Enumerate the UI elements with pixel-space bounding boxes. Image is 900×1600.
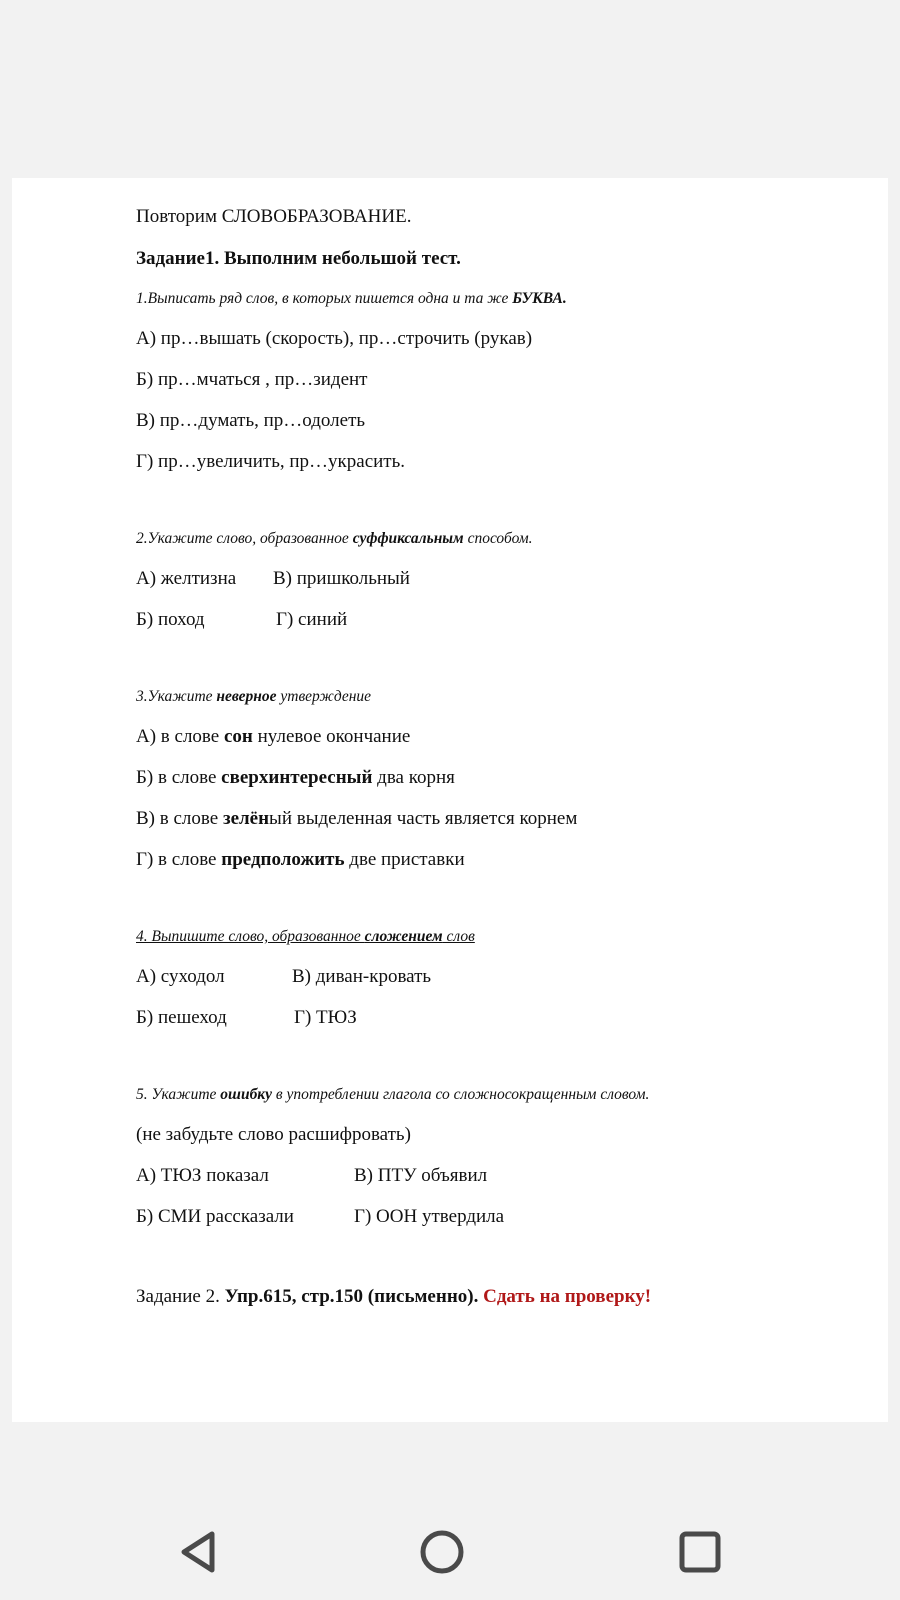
q5-note: (не забудьте слово расшифровать) bbox=[136, 1124, 411, 1145]
q2-option-g: Г) синий bbox=[276, 609, 348, 630]
recents-button[interactable] bbox=[676, 1528, 724, 1576]
q5-option-v: В) ПТУ объявил bbox=[354, 1165, 488, 1186]
q5-option-b: Б) СМИ рассказали bbox=[136, 1206, 294, 1227]
q4-prompt-text: 4. Выпишите слово, образованное bbox=[136, 928, 365, 945]
q4-prompt-suffix: слов bbox=[442, 928, 475, 945]
q3-option-a bbox=[136, 726, 410, 748]
q2-row-2 bbox=[136, 609, 348, 631]
q3-option-g bbox=[136, 849, 465, 871]
q3-a-word: сон bbox=[223, 726, 253, 747]
q4-option-v: В) диван-кровать bbox=[292, 966, 432, 987]
task1-title: Задание1. Выполним небольшой тест. bbox=[136, 248, 461, 269]
q2-prompt bbox=[136, 530, 533, 548]
q5-row-1 bbox=[136, 1165, 488, 1187]
q4-option-a: А) суходол bbox=[136, 966, 225, 987]
q1-option-v: В) пр…думать, пр…одолеть bbox=[136, 410, 366, 431]
q3-v-pre: В) в слове bbox=[136, 808, 223, 829]
back-icon bbox=[176, 1528, 224, 1576]
q3-v-word: зелён bbox=[222, 808, 270, 829]
q3-option-b bbox=[136, 767, 455, 789]
q3-g-word: предположить bbox=[221, 849, 345, 870]
q5-option-a: А) ТЮЗ показал bbox=[136, 1165, 269, 1186]
task2-line bbox=[136, 1286, 651, 1308]
document-page bbox=[12, 178, 888, 1422]
q1-prompt-text: 1.Выписать ряд слов, в которых пишется одна и та же bbox=[136, 290, 513, 307]
q1-option-a: А) пр…вышать (скорость), пр…строчить (рукав) bbox=[136, 328, 533, 349]
q3-option-v bbox=[136, 808, 577, 830]
home-icon bbox=[418, 1528, 466, 1576]
q3-v-post: ый выделенная часть является корнем bbox=[269, 808, 578, 829]
q3-b-post: два корня bbox=[372, 767, 455, 788]
q4-row-2 bbox=[136, 1007, 357, 1029]
back-button[interactable] bbox=[176, 1528, 224, 1576]
q3-a-post: нулевое окончание bbox=[252, 726, 411, 747]
q3-g-pre: Г) в слове bbox=[136, 849, 222, 870]
q3-a-pre: А) в слове bbox=[136, 726, 224, 747]
q1-option-g: Г) пр…увеличить, пр…украсить. bbox=[136, 451, 406, 472]
document-heading: Повторим СЛОВОБРАЗОВАНИЕ. bbox=[136, 206, 412, 227]
recents-icon bbox=[676, 1528, 724, 1576]
q3-prompt bbox=[136, 688, 371, 706]
navigation-bar bbox=[0, 1500, 900, 1600]
q4-option-g: Г) ТЮЗ bbox=[294, 1007, 357, 1028]
q2-prompt-bold: суффиксальным bbox=[352, 530, 464, 547]
q5-option-g: Г) ООН утвердила bbox=[354, 1206, 505, 1227]
q2-prompt-suffix: способом. bbox=[463, 530, 533, 547]
q3-prompt-text: 3.Укажите bbox=[136, 688, 217, 705]
q4-row-1 bbox=[136, 966, 432, 988]
q5-row-2 bbox=[136, 1206, 505, 1228]
q3-g-post: две приставки bbox=[344, 849, 465, 870]
q2-option-a: А) желтизна bbox=[136, 568, 237, 589]
q3-prompt-suffix: утверждение bbox=[276, 688, 372, 705]
q4-prompt bbox=[136, 928, 475, 946]
q2-option-b: Б) поход bbox=[136, 609, 205, 630]
task2-submit-note: Сдать на проверку! bbox=[478, 1286, 652, 1307]
q5-prompt-suffix: в употреблении глагола со сложносокращенным словом. bbox=[272, 1086, 650, 1103]
q3-b-word: сверхинтересный bbox=[221, 767, 373, 788]
q2-prompt-text: 2.Укажите слово, образованное bbox=[136, 530, 353, 547]
task2-label: Задание 2. bbox=[136, 1286, 225, 1307]
q5-prompt-text: 5. Укажите bbox=[136, 1086, 221, 1103]
home-button[interactable] bbox=[418, 1528, 466, 1576]
q2-option-v: В) пришкольный bbox=[273, 568, 410, 589]
q3-prompt-bold: неверное bbox=[216, 688, 277, 705]
q2-row-1 bbox=[136, 568, 410, 590]
q4-option-b: Б) пешеход bbox=[136, 1007, 227, 1028]
q1-prompt bbox=[136, 290, 567, 308]
q1-option-b: Б) пр…мчаться , пр…зидент bbox=[136, 369, 368, 390]
q3-b-pre: Б) в слове bbox=[136, 767, 222, 788]
q4-prompt-bold: сложением bbox=[364, 928, 443, 945]
q5-prompt-bold: ошибку bbox=[220, 1086, 273, 1103]
q5-prompt bbox=[136, 1086, 649, 1104]
task2-exercise: Упр.615, стр.150 (письменно). bbox=[224, 1286, 479, 1307]
q1-prompt-bold: БУКВА. bbox=[512, 290, 567, 307]
